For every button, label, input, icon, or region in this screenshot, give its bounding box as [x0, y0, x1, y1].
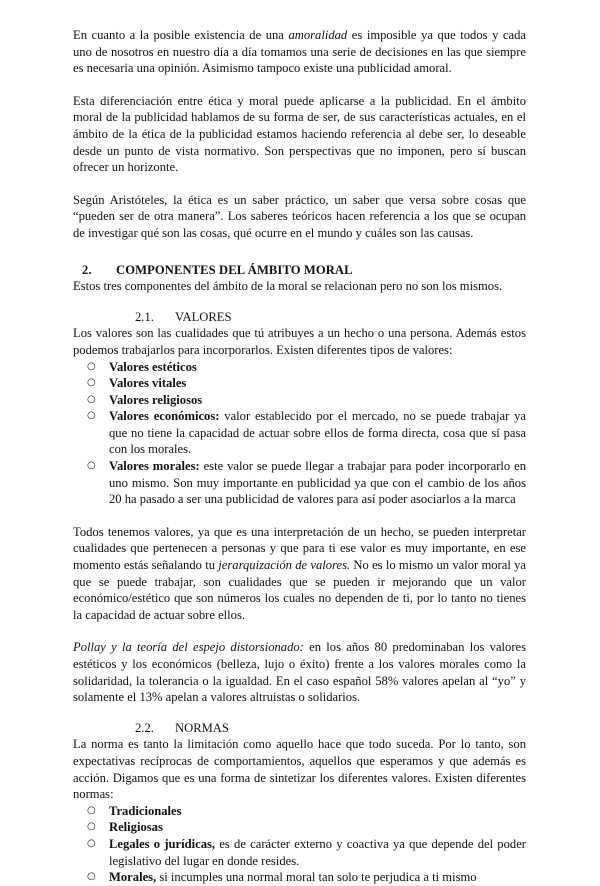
list-item-text: este valor se puede llegar a trabajar para poder incorporarlo en uno mismo. Son muy importante en publicidad ya que con el cambio de los años 20 ha pasado a ser una publicidad de valores para así poder asociarlos a la marca: [109, 459, 526, 507]
valores-definition: Los valores son las cualidades que tú atribuyes a un hecho o una persona. Además estos podemos trabajarlos para incorporarlos. Existen diferentes tipos de valores:: [73, 326, 526, 357]
list-item-label: Valores económicos:: [109, 409, 220, 424]
list-item-label: Valores religiosos: [109, 392, 203, 407]
circle-bullet-icon: ○: [87, 377, 96, 389]
circle-bullet-icon: ○: [87, 360, 96, 372]
circle-bullet-icon: ○: [87, 837, 96, 849]
list-item-label: Religiosas: [109, 820, 163, 835]
text-run: en los años 80 predominaban los valores estéticos y los económicos (belleza, lujo o éxito) frente a los valores morales como la solidaridad, la tolerancia o la igualdad. En el caso español 58% valores apelan al “yo” y solamente el 13% apelan a valores altruistas o solidarios.: [73, 640, 527, 705]
list-item-label: Valores estéticos: [109, 359, 197, 374]
list-item: [73, 869, 526, 886]
list-item: [73, 359, 526, 376]
text-run: Todos tenemos valores, ya que es una interpretación de un hecho, se pueden interpretar cualidades que pertenecen a personas y que para ti ese valor es muy importante, en ese momento estás señalando tu: [73, 524, 526, 573]
document-body: [73, 27, 526, 886]
list-item-text: si incumples una normal moral tan solo te perjudica a ti mismo: [156, 870, 477, 885]
list-item: [73, 408, 526, 458]
intro-paragraph-etica-moral: Esta diferenciación entre ética y moral puede aplicarse a la publicidad. En el ámbito moral de la publicidad hablamos de su forma de ser, de sus características actuales, en el ámbito de la ética de la publicidad estamos haciendo referencia al debe ser, lo deseable desde un punto de vista normativo. Son perspectivas que no imponen, pero sí buscan ofrecer un horizonte.: [73, 93, 526, 175]
pollay-paragraph: [73, 639, 526, 705]
list-item-text: es de carácter externo y coactiva ya que depende del poder legislativo del lugar en donde resides.: [109, 836, 526, 868]
normas-list: [73, 803, 526, 886]
section-number: 2.: [82, 262, 92, 277]
circle-bullet-icon: ○: [87, 821, 96, 833]
circle-bullet-icon: ○: [87, 804, 96, 816]
list-item-label: Legales o jurídicas,: [109, 836, 216, 851]
text-run: es imposible ya que todos y cada uno de nosotros en nuestro día a día tomamos una serie de decisiones en las que siempre es necesaria una opinión. Asimismo tampoco existe una publicidad amoral.: [73, 28, 526, 76]
italic-term-jerarquizacion: jerarquización de valores.: [218, 558, 351, 573]
list-item-label: Tradicionales: [109, 803, 182, 818]
section-heading-componentes: [73, 262, 526, 279]
normas-definition: La norma es tanto la limitación como aquello hace que todo suceda. Por lo tanto, son expectativas recíprocas de comportamientos, aquellos que esperamos y que además es acción. Digamos que es una forma de sintetizar los diferentes valores. Existen diferentes normas:: [73, 737, 526, 802]
list-item: [73, 836, 526, 869]
list-item: [73, 803, 526, 820]
subsection-heading-valores: [73, 309, 526, 326]
intro-paragraph-aristoteles: Según Aristóteles, la ética es un saber práctico, un saber que versa sobre cosas que “pueden ser de otra manera”. Los saberes teóricos hacen referencia a los que se ocupan de investigar qué son las cosas, qué ocurre en el mundo y cuáles son las causas.: [73, 192, 526, 240]
subsection-heading-normas: [73, 720, 526, 737]
text-run: No es lo mismo un valor moral ya que se puede trabajar, son cualidades que se pueden ir mejorando que un valor económico/estético que son números los cuales no dependen de ti, por lo tanto no tienes la capacidad de actuar sobre ellos.: [73, 558, 526, 622]
circle-bullet-icon: ○: [87, 460, 96, 472]
list-item-label: Valores vitales: [109, 376, 187, 391]
valores-interpretation-paragraph: [73, 524, 526, 624]
list-item-label: Valores morales:: [109, 459, 200, 474]
subsection-title: VALORES: [175, 309, 232, 324]
list-item: [73, 819, 526, 836]
subsection-number: 2.1.: [135, 309, 154, 324]
list-item: [73, 375, 526, 392]
valores-list: [73, 359, 526, 508]
italic-term-amoralidad: amoralidad: [288, 28, 348, 42]
subsection-number: 2.2.: [135, 720, 154, 735]
italic-term-pollay: Pollay y la teoría del espejo distorsionado:: [73, 640, 304, 655]
list-item-text: valor establecido por el mercado, no se puede trabajar ya que no tiene la capacidad de actuar sobre ellos de forma directa, cosa que sí pasa con los morales.: [109, 409, 526, 457]
circle-bullet-icon: ○: [87, 871, 96, 883]
circle-bullet-icon: ○: [87, 410, 96, 422]
list-item-label: Morales,: [109, 870, 157, 885]
subsection-title: NORMAS: [175, 720, 229, 735]
list-item: [73, 458, 526, 508]
circle-bullet-icon: ○: [87, 393, 96, 405]
intro-paragraph-amoralidad: [73, 27, 526, 77]
text-run: En cuanto a la posible existencia de una: [73, 28, 289, 42]
list-item: [73, 392, 526, 409]
section-intro-text: Estos tres componentes del ámbito de la moral se relacionan pero no son los mismos.: [73, 279, 503, 294]
section-title: COMPONENTES DEL ÁMBITO MORAL: [116, 262, 353, 277]
